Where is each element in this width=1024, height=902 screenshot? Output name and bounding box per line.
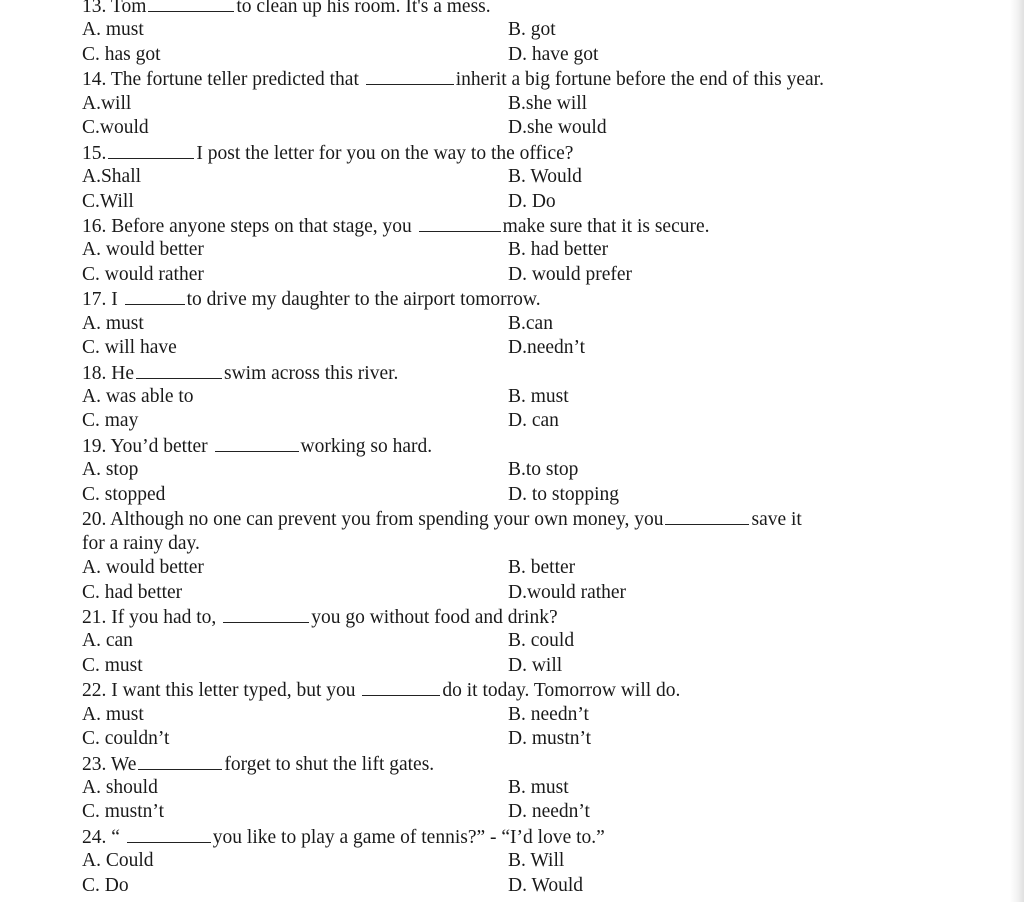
page-edge-shadow [1010, 0, 1024, 902]
option-right: D. will [508, 654, 563, 676]
option-left: A. would better [82, 557, 204, 579]
question-text-after-blank: to clean up his room. It's a mess. [236, 0, 491, 17]
question-text: 19. You’d better [82, 435, 213, 457]
option-left: C. Do [82, 874, 129, 896]
question-text: 20. Although no one can prevent you from spending your own money, you [82, 509, 664, 531]
option-row [82, 409, 982, 433]
question-text-after-blank: inherit a big fortune before the end of this year. [455, 69, 824, 91]
option-row [82, 654, 982, 678]
answer-blank [223, 605, 309, 623]
answer-blank [127, 825, 211, 843]
question-text-after-blank: make sure that it is secure. [502, 215, 710, 237]
question-text: 17. I [82, 289, 123, 311]
answer-blank [419, 214, 501, 232]
option-row [82, 483, 982, 507]
exercise-sheet [82, 0, 982, 898]
question-stem [82, 361, 982, 385]
option-left: A. Could [82, 850, 154, 872]
question-text: 23. We [82, 753, 137, 775]
option-row [82, 874, 982, 898]
option-row [82, 43, 982, 67]
option-row [82, 238, 982, 262]
option-row [82, 727, 982, 751]
question-stem [82, 0, 982, 18]
option-left: C. had better [82, 581, 183, 603]
question-stem [82, 434, 982, 458]
option-right: D.she would [508, 117, 607, 139]
option-row [82, 458, 982, 482]
option-right: D. would prefer [508, 263, 632, 285]
option-right: B. better [508, 557, 576, 579]
question-stem [82, 825, 982, 849]
option-left: C. stopped [82, 483, 166, 505]
option-left: A. stop [82, 459, 139, 481]
question-text: 22. I want this letter typed, but you [82, 680, 361, 702]
answer-blank [366, 67, 454, 85]
question-text: 14. The fortune teller predicted that [82, 69, 364, 91]
question-stem [82, 507, 982, 531]
option-left: C. has got [82, 43, 161, 65]
question-text-after-blank: save it [751, 509, 802, 531]
option-left: C. would rather [82, 263, 204, 285]
option-right: D. can [508, 410, 559, 432]
option-right: B. must [508, 386, 569, 407]
option-row [82, 776, 982, 800]
option-right: D.would rather [508, 581, 627, 603]
option-right: D. Would [508, 874, 583, 896]
question-text-after-blank: swim across this river. [224, 362, 399, 384]
option-row [82, 629, 982, 653]
question-stem [82, 67, 982, 91]
option-row [82, 312, 982, 336]
question-stem [82, 214, 982, 238]
option-row [82, 703, 982, 727]
option-right: B. could [508, 630, 575, 652]
question-text: 24. “ [82, 826, 125, 848]
question-text: 18. He [82, 362, 134, 384]
option-right: B. needn’t [508, 703, 589, 725]
question-stem [82, 752, 982, 776]
question-stem [82, 287, 982, 311]
answer-blank [215, 434, 299, 452]
option-right: B.can [508, 312, 553, 334]
option-right: B. had better [508, 239, 609, 261]
option-right: D. to stopping [508, 483, 620, 505]
question-text-after-blank: working so hard. [300, 435, 433, 457]
option-row [82, 92, 982, 116]
option-left: A.will [82, 92, 132, 114]
option-left: A. was able to [82, 386, 194, 407]
question-text-after-blank: you go without food and drink? [311, 606, 558, 628]
answer-blank [108, 141, 194, 159]
answer-blank [362, 678, 440, 696]
question-stem-continuation: for a rainy day. [82, 532, 200, 554]
question-text-after-blank: to drive my daughter to the airport tomorrow. [186, 289, 541, 311]
option-right: D. have got [508, 43, 599, 65]
option-left: A. would better [82, 239, 204, 261]
option-right: D. needn’t [508, 801, 590, 823]
option-row [82, 800, 982, 824]
option-left: C. may [82, 410, 139, 432]
option-row [82, 385, 982, 409]
option-right: B. must [508, 777, 569, 798]
answer-blank [125, 287, 185, 305]
option-row [82, 849, 982, 873]
option-left: C.Will [82, 190, 134, 212]
option-left: A. must [82, 703, 144, 725]
option-left: A. can [82, 630, 133, 652]
option-left: C. will have [82, 337, 177, 359]
answer-blank [665, 507, 749, 525]
question-text: 15. [82, 142, 107, 164]
option-right: B. got [508, 19, 556, 41]
question-text-after-blank: you like to play a game of tennis?” - “I’d love to.” [212, 826, 605, 848]
question-text-after-blank: do it today. Tomorrow will do. [442, 680, 681, 702]
option-row [82, 116, 982, 140]
question-stem [82, 141, 982, 165]
answer-blank [138, 752, 222, 770]
answer-blank [148, 0, 234, 12]
option-left: A. must [82, 312, 144, 334]
option-row [82, 18, 982, 42]
option-left: C. couldn’t [82, 728, 170, 750]
option-left: C.would [82, 117, 149, 139]
option-left: C. mustn’t [82, 801, 164, 823]
question-text-after-blank: I post the letter for you on the way to the office? [196, 142, 574, 164]
option-right: B. Will [508, 850, 565, 872]
option-row [82, 556, 982, 580]
question-text: 13. Tom [82, 0, 147, 17]
option-row [82, 165, 982, 189]
option-left: A. must [82, 19, 144, 41]
option-left: A. should [82, 777, 158, 798]
option-right: B.to stop [508, 459, 579, 481]
option-right: D. mustn’t [508, 728, 592, 750]
option-right: B.she will [508, 92, 588, 114]
question-text: 16. Before anyone steps on that stage, you [82, 215, 417, 237]
option-left: A.Shall [82, 166, 142, 188]
option-row [82, 263, 982, 287]
option-right: D. Do [508, 190, 556, 212]
question-text: 21. If you had to, [82, 606, 222, 628]
question-stem [82, 678, 982, 702]
question-text-after-blank: forget to shut the lift gates. [224, 753, 435, 775]
option-row [82, 336, 982, 360]
option-right: D.needn’t [508, 337, 586, 359]
question-stem [82, 605, 982, 629]
option-row [82, 581, 982, 605]
option-right: B. Would [508, 166, 582, 188]
option-left: C. must [82, 654, 143, 676]
answer-blank [136, 361, 222, 379]
option-row [82, 190, 982, 214]
